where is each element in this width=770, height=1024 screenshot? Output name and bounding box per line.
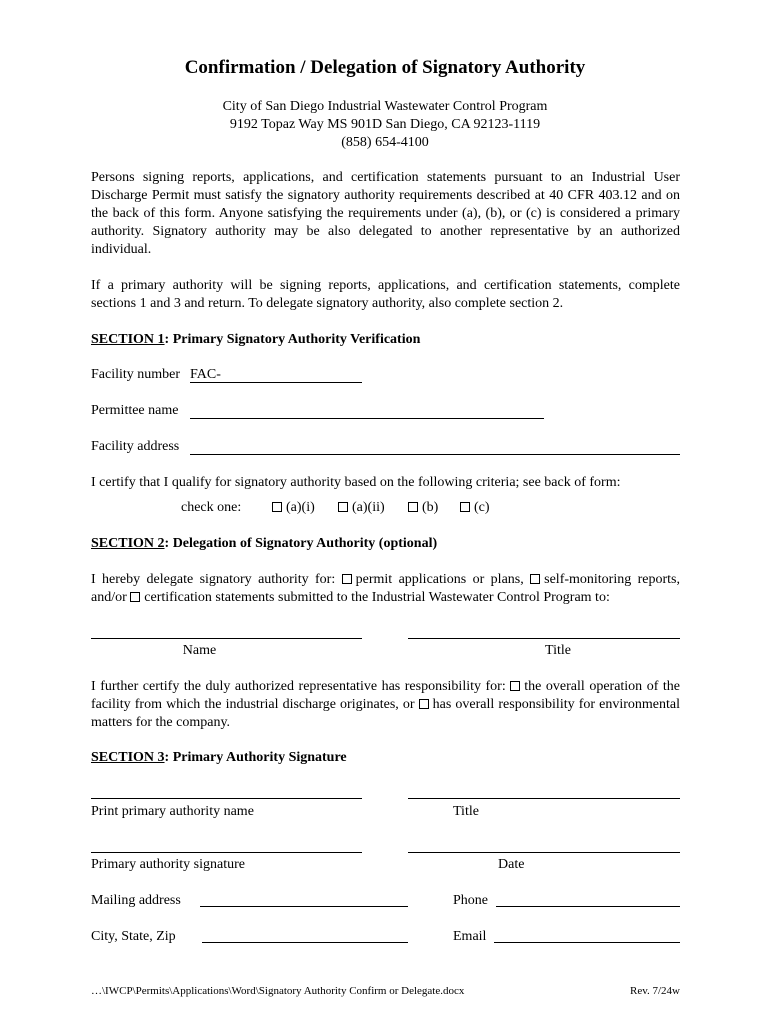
signature-field[interactable] <box>91 852 362 853</box>
criteria-option-c[interactable] <box>460 499 490 517</box>
section2-heading <box>91 535 437 553</box>
footer-file-path: …\IWCP\Permits\Applications\Word\Signatory Authority Confirm or Delegate.docx <box>91 985 465 997</box>
email-label: Email <box>453 929 487 944</box>
facility-number-prefix: FAC- <box>190 367 221 382</box>
signature-label: Primary authority signature <box>91 857 245 872</box>
page-title: Confirmation / Delegation of Signatory Authority <box>184 57 586 78</box>
criteria-option-label: (a)(ii) <box>352 500 385 515</box>
email-field[interactable] <box>494 942 680 943</box>
checkbox-icon[interactable] <box>342 574 352 584</box>
certify-statement: I certify that I qualify for signatory authority based on the following criteria; see back of form: <box>91 475 621 490</box>
signer-title-label: Title <box>453 804 479 819</box>
print-name-label: Print primary authority name <box>91 804 254 819</box>
mailing-address-field[interactable] <box>200 906 408 907</box>
checkbox-icon[interactable] <box>419 699 429 709</box>
checkbox-icon[interactable] <box>272 502 282 512</box>
checkbox-icon[interactable] <box>530 574 540 584</box>
intro-paragraph: Persons signing reports, applications, and certification statements pursuant to an Industrial User Discharge Permit must satisfy the signatory authority requirements described at 40 CFR 403.12 and on the back of this form. Anyone satisfying the requirements under (a), (b), or (c) is considered a primary authority. Signatory authority may be also delegated to another representative by an authorized individual. <box>91 170 680 257</box>
facility-address-field[interactable] <box>190 454 680 455</box>
delegation-paragraph <box>91 571 680 607</box>
delegate-title-field[interactable] <box>408 638 680 639</box>
environmental-responsibility-option: has overall responsibility for environmental matters for the company. <box>91 697 680 730</box>
phone-field[interactable] <box>496 906 680 907</box>
criteria-option-a-i[interactable] <box>272 499 315 517</box>
phone-label: Phone <box>453 893 488 908</box>
criteria-option-label: (b) <box>422 500 439 515</box>
delegate-name-field[interactable] <box>91 638 362 639</box>
signer-title-field[interactable] <box>408 798 680 799</box>
check-one-label: check one: <box>181 500 242 515</box>
section2-heading-text: : Delegation of Signatory Authority (optional) <box>164 536 438 551</box>
criteria-option-b[interactable] <box>408 499 438 517</box>
further-certify-paragraph <box>91 678 680 732</box>
facility-number-field[interactable] <box>190 382 362 383</box>
checkbox-icon[interactable] <box>510 681 520 691</box>
checkbox-icon[interactable] <box>130 592 140 602</box>
delegate-permit-applications-option: permit applications or plans, <box>355 572 524 587</box>
delegation-and-or: and/or <box>91 590 127 605</box>
checkbox-icon[interactable] <box>408 502 418 512</box>
criteria-option-label: (a)(i) <box>286 500 315 515</box>
delegation-prefix: I hereby delegate signatory authority for: <box>91 572 336 587</box>
criteria-option-label: (c) <box>474 500 490 515</box>
further-certify-prefix: I further certify the duly authorized representative has responsibility for: <box>91 679 506 694</box>
mailing-address-label: Mailing address <box>91 893 181 908</box>
section3-heading-label: SECTION 3 <box>91 750 165 765</box>
permittee-name-field[interactable] <box>190 418 544 419</box>
section3-heading-text: : Primary Authority Signature <box>164 750 347 765</box>
permittee-name-label: Permittee name <box>91 403 179 418</box>
section1-heading-text: : Primary Signatory Authority Verification <box>164 332 421 347</box>
delegate-title-label: Title <box>545 643 571 658</box>
section1-heading <box>91 331 420 349</box>
checkbox-icon[interactable] <box>460 502 470 512</box>
city-state-zip-label: City, State, Zip <box>91 929 176 944</box>
print-name-field[interactable] <box>91 798 362 799</box>
program-name: City of San Diego Industrial Wastewater Control Program <box>222 99 548 114</box>
section3-heading <box>91 749 347 767</box>
date-label: Date <box>498 857 525 872</box>
criteria-option-a-ii[interactable] <box>338 499 385 517</box>
footer-revision: Rev. 7/24w <box>629 985 680 997</box>
program-phone: (858) 654-4100 <box>341 135 429 150</box>
program-address: 9192 Topaz Way MS 901D San Diego, CA 92123-1119 <box>229 117 541 132</box>
date-field[interactable] <box>408 852 680 853</box>
city-state-zip-field[interactable] <box>202 942 408 943</box>
delegate-self-monitoring-option: self-monitoring reports, <box>544 572 681 587</box>
facility-number-label: Facility number <box>91 367 181 382</box>
facility-address-label: Facility address <box>91 439 180 454</box>
delegate-certification-option: certification statements submitted to the Industrial Wastewater Control Program to: <box>144 590 610 605</box>
overall-operation-option: the overall operation of the facility from which the industrial discharge originates, or <box>91 679 681 712</box>
instructions-paragraph: If a primary authority will be signing reports, applications, and certification statements, complete sections 1 and 3 and return. To delegate signatory authority, also complete section 2. <box>91 278 680 311</box>
delegate-name-label: Name <box>182 643 217 658</box>
section1-heading-label: SECTION 1 <box>91 332 165 347</box>
checkbox-icon[interactable] <box>338 502 348 512</box>
section2-heading-label: SECTION 2 <box>91 536 165 551</box>
